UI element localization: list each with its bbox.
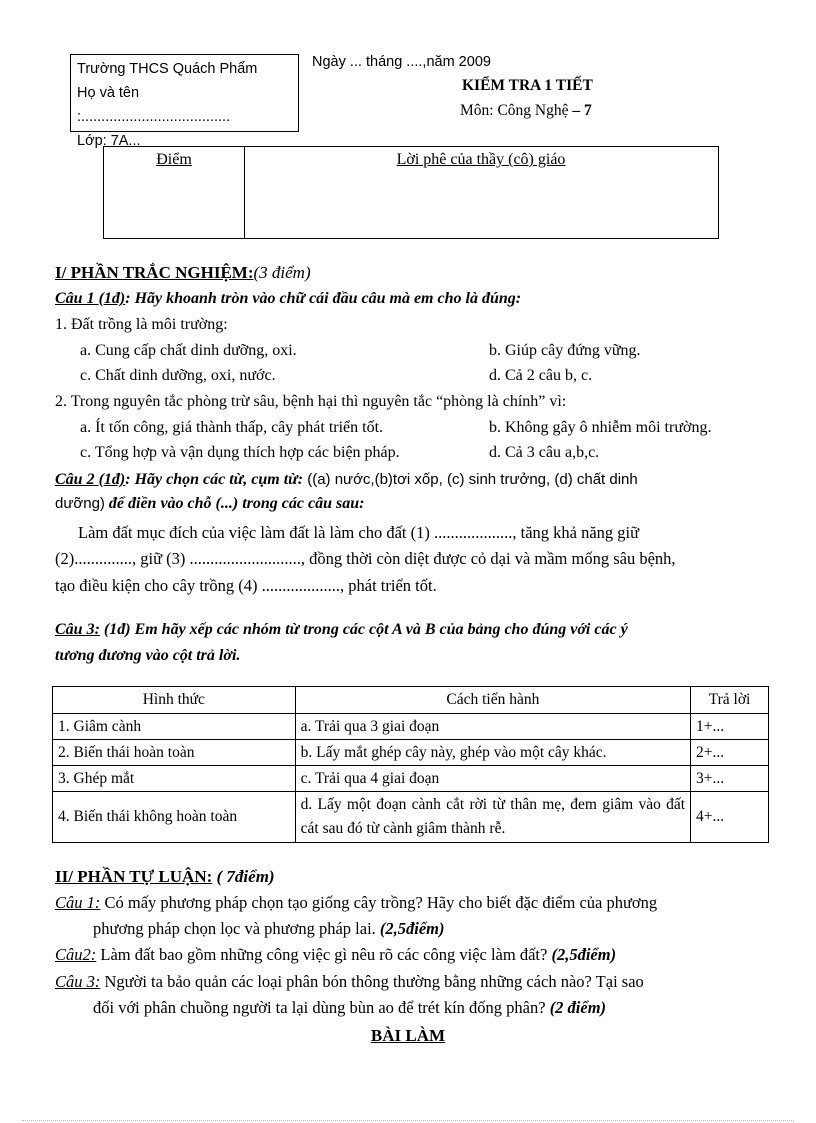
essay-q3-label: Câu 3: — [55, 972, 101, 991]
header-form: Hình thức — [53, 687, 296, 714]
part2-points: ( 7điểm) — [212, 867, 275, 886]
header-method: Cách tiến hành — [295, 687, 690, 714]
q1-item2-option-a: a. Ít tốn công, giá thành thấp, cây phát triển tốt. — [80, 419, 384, 436]
q3-heading — [55, 620, 628, 640]
q2-options-cont: dưỡng) — [55, 495, 105, 512]
q2-text-line1: Làm đất mục đích của việc làm đất là làm cho đất (1) ..................., tăng khả năng giữ — [78, 523, 640, 542]
q1-item1-option-b: b. Giúp cây đứng vững. — [489, 342, 641, 359]
essay-q3-cont — [93, 998, 606, 1018]
q1-item1-option-d: d. Cả 2 câu b, c. — [489, 367, 593, 384]
q1-item1-stem: 1. Đất trồng là môi trường: — [55, 316, 228, 333]
grade-comment-box — [103, 146, 719, 239]
q2-heading — [55, 470, 638, 490]
table-row — [53, 740, 769, 766]
row-answer[interactable]: 3+... — [691, 766, 769, 792]
table-header-row — [53, 687, 769, 714]
subject-grade: – 7 — [572, 102, 592, 119]
q3-label: Câu 3: — [55, 621, 100, 638]
table-row — [53, 766, 769, 792]
essay-q1-text: Có mấy phương pháp chọn tạo giống cây trồng? Hãy cho biết đặc điểm của phương — [100, 893, 658, 912]
student-name-field: Họ và tên :..................................... — [77, 85, 231, 125]
table-row — [53, 792, 769, 843]
part1-heading — [55, 263, 311, 283]
q1-item1-option-c: c. Chất dinh dưỡng, oxi, nước. — [80, 367, 276, 384]
q2-instruction-cont: để điền vào chỗ (...) trong các câu sau: — [104, 495, 365, 512]
q2-label: Câu 2 (1đ) — [55, 471, 126, 488]
essay-q3-text-cont: đối với phân chuồng người ta lại dùng bùn ao để trét kín đống phân? — [93, 998, 546, 1017]
score-label: Điểm — [156, 151, 192, 168]
exam-subject — [460, 102, 592, 120]
subject-name: Môn: Công Nghệ — [460, 102, 569, 119]
row-method: d. Lấy một đoạn cành cắt rời từ thân mẹ, đem giâm vào đất cát sau đó từ cành giâm thành rễ. — [295, 792, 690, 843]
row-answer[interactable]: 2+... — [691, 740, 769, 766]
matching-table — [52, 686, 769, 843]
row-method: c. Trải qua 4 giai đoạn — [295, 766, 690, 792]
school-name: Trường THCS Quách Phẩm — [77, 61, 258, 77]
exam-date: Ngày ... tháng ....,năm 2009 — [312, 54, 491, 70]
row-method: a. Trải qua 3 giai đoạn — [295, 714, 690, 740]
essay-q1-cont — [93, 919, 445, 939]
essay-q2-label: Câu2: — [55, 945, 97, 964]
essay-q3-text: Người ta bảo quản các loại phân bón thông thường bằng những cách nào? Tại sao — [100, 972, 644, 991]
essay-q3 — [55, 972, 644, 992]
teacher-comment-label: Lời phê của thầy (cô) giáo — [396, 151, 566, 168]
q1-label: Câu 1 (1đ) — [55, 290, 126, 307]
row-form: 4. Biến thái không hoàn toàn — [53, 792, 296, 843]
row-method: b. Lấy mắt ghép cây này, ghép vào một cây khác. — [295, 740, 690, 766]
q2-text-line3: tạo điều kiện cho cây trồng (4) ..................., phát triển tốt. — [55, 576, 437, 595]
essay-q2-points: (2,5điểm) — [547, 945, 617, 964]
answer-heading — [0, 1026, 816, 1046]
q1-heading — [55, 289, 521, 309]
essay-q3-points: (2 điểm) — [545, 998, 607, 1017]
essay-q1 — [55, 893, 657, 913]
q1-item2-option-b: b. Không gây ô nhiễm môi trường. — [489, 419, 712, 436]
essay-q1-points: (2,5điểm) — [375, 919, 445, 938]
q1-item1-option-a: a. Cung cấp chất dinh dưỡng, oxi. — [80, 342, 297, 359]
essay-q2-text: Làm đất bao gồm những công việc gì nêu rõ các công việc làm đất? — [96, 945, 548, 964]
q2-heading-cont — [55, 494, 364, 514]
q1-item2-option-c: c. Tổng hợp và vận dụng thích hợp các biện pháp. — [80, 444, 400, 461]
q1-instruction: : Hãy khoanh tròn vào chữ cái đầu câu mà em cho là đúng: — [125, 290, 522, 307]
class-field: Lớp: 7A... — [77, 133, 141, 149]
q2-instruction: : Hãy chọn các từ, cụm từ: — [125, 471, 304, 488]
q1-item2-option-d: d. Cả 3 câu a,b,c. — [489, 444, 600, 461]
student-info-box — [70, 54, 299, 149]
essay-q2 — [55, 945, 616, 965]
exam-title: KIỂM TRA 1 TIẾT — [462, 77, 593, 94]
header-answer: Trả lời — [691, 687, 769, 714]
row-answer[interactable]: 1+... — [691, 714, 769, 740]
q1-item2-stem: 2. Trong nguyên tắc phòng trừ sâu, bệnh hại thì nguyên tắc “phòng là chính” vì: — [55, 393, 567, 410]
part1-title: I/ PHẦN TRẮC NGHIỆM: — [55, 263, 254, 282]
answer-heading-text: BÀI LÀM — [370, 1026, 446, 1045]
q3-instruction-cont: tương đương vào cột trả lời. — [55, 647, 241, 664]
essay-q1-text-cont: phương pháp chọn lọc và phương pháp lai. — [93, 919, 376, 938]
q2-options: ((a) nước,(b)tơi xốp, (c) sinh trưởng, (d) chất dinh — [303, 471, 638, 488]
row-answer[interactable]: 4+... — [691, 792, 769, 843]
part2-title: II/ PHẦN TỰ LUẬN: — [55, 867, 213, 886]
part1-points: (3 điểm) — [253, 263, 311, 282]
row-form: 3. Ghép mắt — [53, 766, 296, 792]
q3-instruction: (1đ) Em hãy xếp các nhóm từ trong các cột A và B của bảng cho đúng với các ý — [99, 621, 628, 638]
essay-q1-label: Câu 1: — [55, 893, 101, 912]
table-row — [53, 714, 769, 740]
row-form: 1. Giâm cành — [53, 714, 296, 740]
q2-text-line2: (2).............., giữ (3) ..........................., đồng thời còn diệt được cỏ dại và mầm mống sâu bệnh, — [55, 549, 676, 568]
bottom-dotted-divider — [22, 1120, 794, 1121]
part2-heading — [55, 867, 275, 887]
row-form: 2. Biến thái hoàn toàn — [53, 740, 296, 766]
